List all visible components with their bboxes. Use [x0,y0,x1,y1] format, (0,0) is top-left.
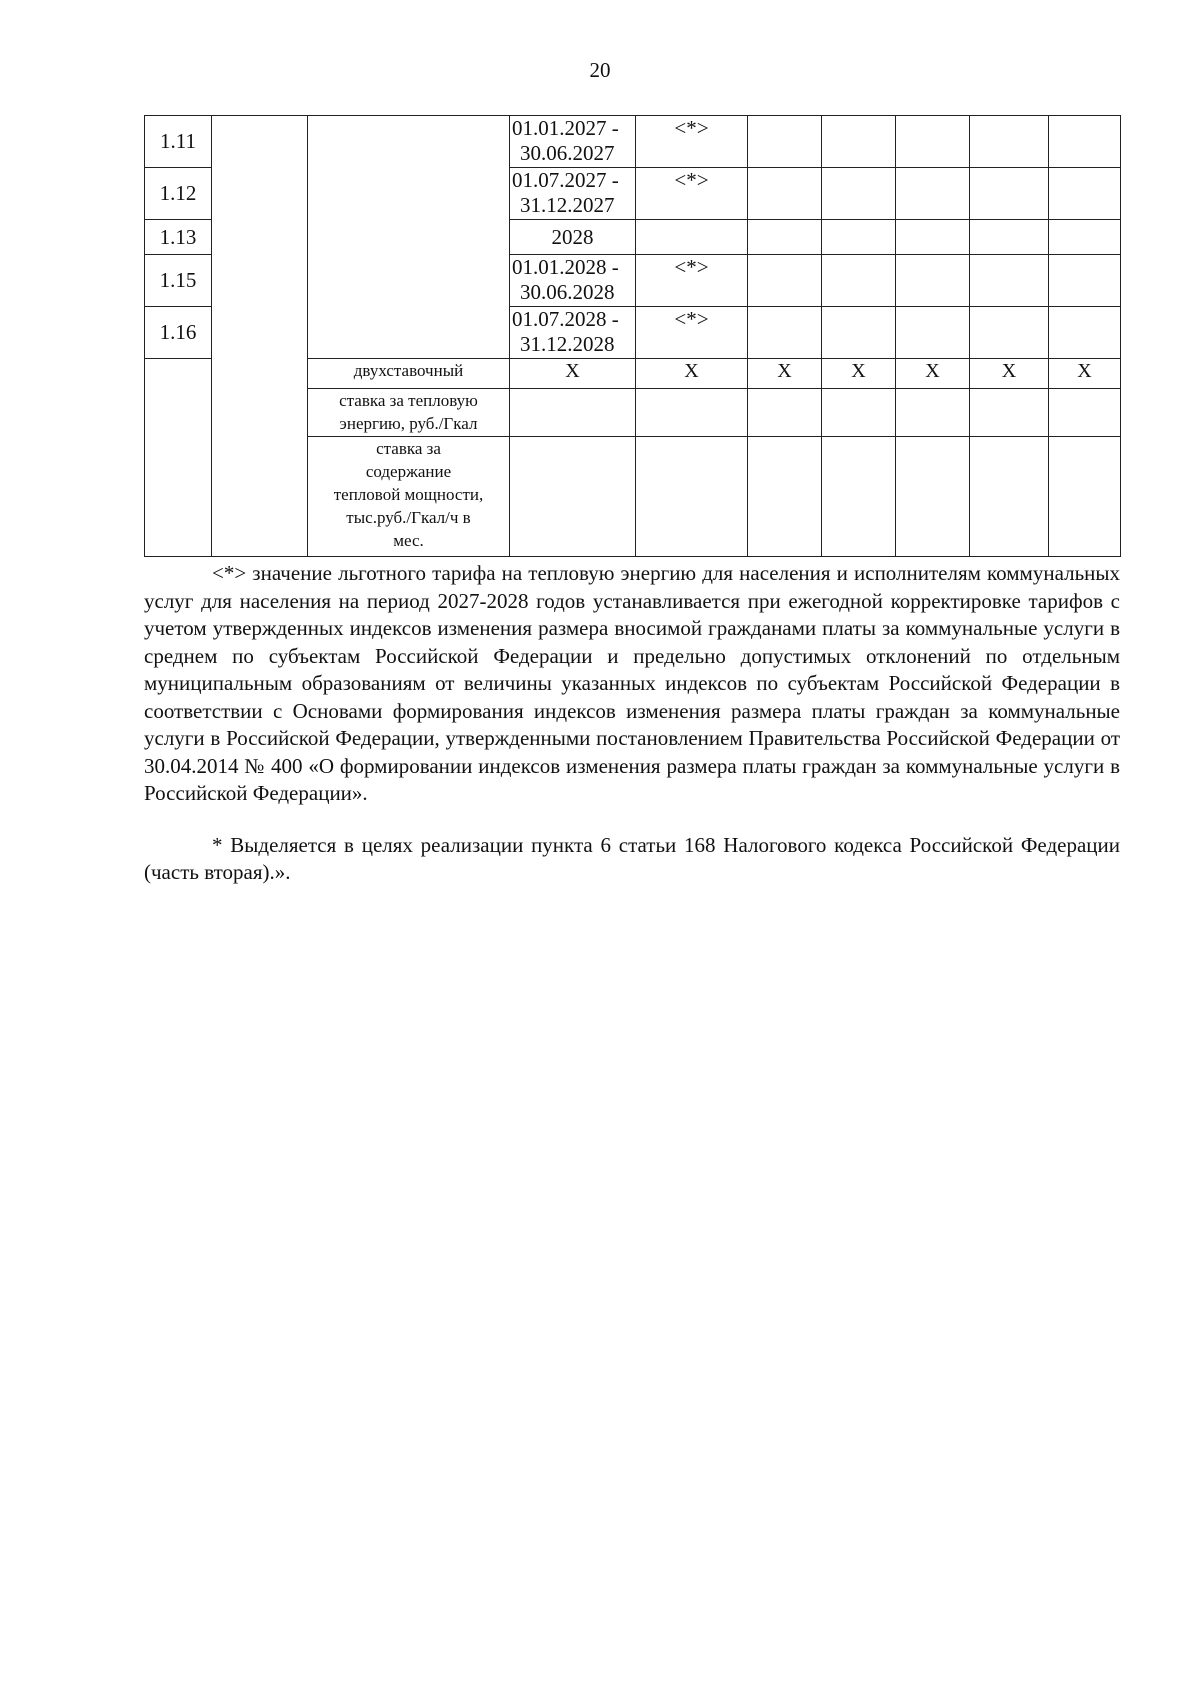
empty-cell [896,307,970,359]
empty-cell [970,220,1049,255]
empty-cell [748,168,822,220]
label-line: ставка за тепловую [339,391,478,410]
tariff-table [144,115,1121,557]
footnote-star-paragraph: <*> значение льготного тарифа на тепловую энергию для населения и исполнителям коммунальных услуг для населения на период 2027-2028 годов устанавливается при ежегодной корректировке тарифов с учетом утвержденных индексов изменения размера вносимой гражданами платы за коммунальные услуги в среднем по субъектам Российской Федерации и предельно допустимых отклонений по отдельным муниципальным образованиям от величины указанных индексов по субъектам Российской Федерации в соответствии с Основами формирования индексов изменения размера платы граждан за коммунальные услуги в Российской Федерации, утвержденными постановлением Правительства Российской Федерации от 30.04.2014 № 400 «О формировании индексов изменения размера платы граждан за коммунальные услуги в Российской Федерации». [144,561,1120,805]
row-number: 1.15 [145,255,212,307]
empty-cell [822,389,896,437]
label-line: мес. [393,531,424,550]
empty-cell [822,220,896,255]
empty-cell [145,359,212,557]
page-number: 20 [589,58,611,82]
empty-cell [896,255,970,307]
label-line: ставка за [376,439,441,458]
empty-cell [970,307,1049,359]
empty-cell [748,116,822,168]
x-mark: X [970,359,1049,389]
empty-cell [748,255,822,307]
empty-cell [822,116,896,168]
period-end: 31.12.2028 [520,332,615,356]
empty-cell [636,220,748,255]
period-end: 30.06.2027 [520,141,615,165]
period-start: 01.07.2027 - [512,168,619,192]
empty-cell [212,116,308,557]
period-end: 30.06.2028 [520,280,615,304]
x-mark: X [896,359,970,389]
row-number: 1.12 [145,168,212,220]
empty-cell [822,307,896,359]
period-cell [510,116,636,168]
label-line: тепловой мощности, [333,485,484,504]
empty-cell [748,307,822,359]
empty-cell [1049,220,1121,255]
empty-cell [510,437,636,557]
row-number: 1.11 [145,116,212,168]
table-row [145,116,1121,168]
label-line: тыс.руб./Гкал/ч в [346,508,471,527]
empty-cell [748,437,822,557]
empty-cell [1049,255,1121,307]
empty-cell [896,220,970,255]
two-rate-label: двухставочный [308,359,510,389]
empty-cell [822,437,896,557]
empty-cell [1049,389,1121,437]
empty-cell [970,389,1049,437]
empty-cell [510,389,636,437]
label-line: энергию, руб./Гкал [339,414,478,433]
x-mark: X [748,359,822,389]
period-start: 01.01.2028 - [512,255,619,279]
empty-cell [1049,437,1121,557]
empty-cell [896,168,970,220]
row-number: 1.16 [145,307,212,359]
empty-cell [822,168,896,220]
year-cell: 2028 [510,220,636,255]
value-cell: <*> [636,307,748,359]
empty-cell [822,255,896,307]
x-mark: X [822,359,896,389]
period-cell [510,255,636,307]
empty-cell [748,220,822,255]
label-line: содержание [365,462,452,481]
row-number: 1.13 [145,220,212,255]
value-cell: <*> [636,168,748,220]
footnote-vat-paragraph: * Выделяется в целях реализации пункта 6 статьи 168 Налогового кодекса Российской Федерации (часть вторая).». [144,832,1120,884]
empty-cell [896,389,970,437]
empty-cell [1049,307,1121,359]
period-start: 01.01.2027 - [512,116,619,140]
capacity-rate-label [308,437,510,557]
x-mark: X [636,359,748,389]
empty-cell [970,255,1049,307]
empty-cell [970,437,1049,557]
empty-cell [748,389,822,437]
empty-cell [896,116,970,168]
period-cell [510,307,636,359]
empty-cell [896,437,970,557]
period-cell [510,168,636,220]
value-cell: <*> [636,116,748,168]
empty-cell [970,168,1049,220]
energy-rate-label [308,389,510,437]
empty-cell [308,116,510,359]
empty-cell [636,437,748,557]
x-mark: X [510,359,636,389]
empty-cell [1049,168,1121,220]
period-end: 31.12.2027 [520,193,615,217]
period-start: 01.07.2028 - [512,307,619,331]
empty-cell [970,116,1049,168]
x-mark: X [1049,359,1121,389]
empty-cell [1049,116,1121,168]
footnotes [144,560,1120,887]
value-cell: <*> [636,255,748,307]
empty-cell [636,389,748,437]
